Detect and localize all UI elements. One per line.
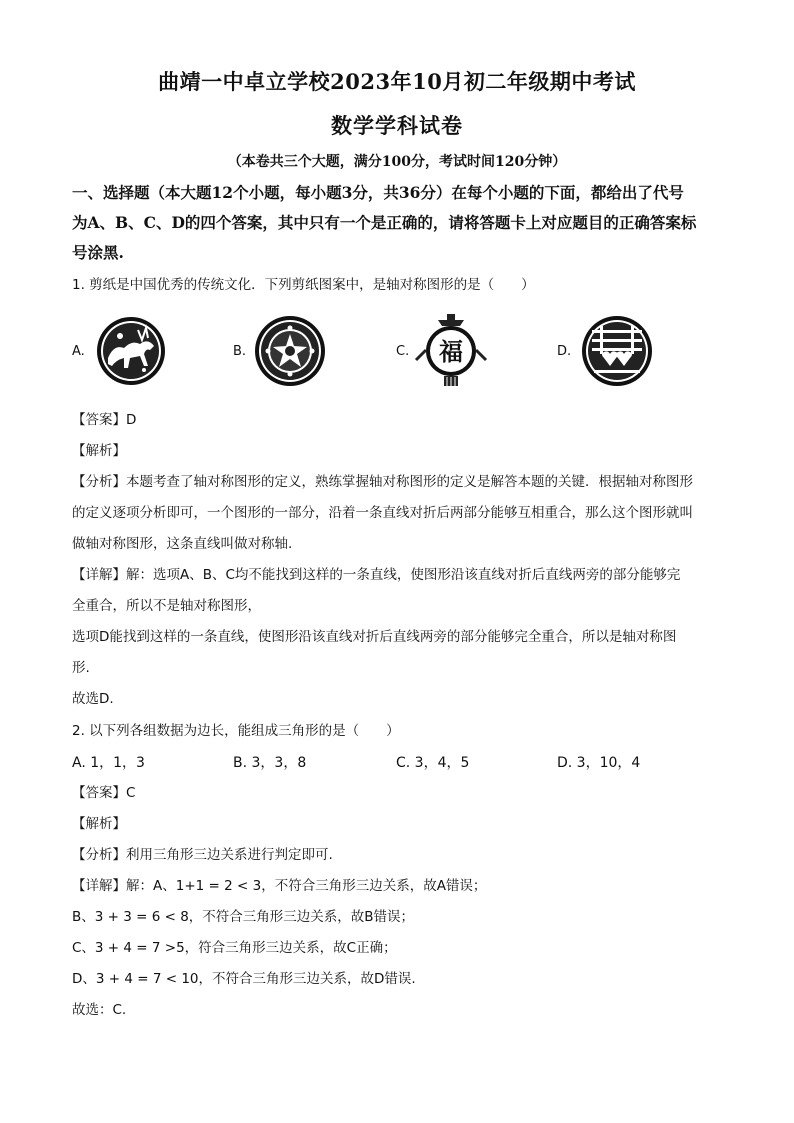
exam-note: （本卷共三个大题，满分100分，考试时间120分钟） [227,154,567,170]
exam-subtitle: 数学学科试卷 [331,113,463,138]
q1-detail-line4: 形. [72,660,90,676]
q2-detail-line3: C、3 + 4 = 7 >5，符合三角形三边关系，故C正确； [72,940,397,956]
q1-fenxi-line2: 的定义逐项分析即可，一个图形的一部分，沿着一条直线对折后两部分能够互相重合，那么这个图形就叫 [72,505,693,521]
q1-analysis-heading: 【解析】 [72,443,126,459]
q2-fenxi: 【分析】利用三角形三边关系进行判定即可. [72,847,333,863]
q2-option-d: D. 3，10，4 [557,755,641,771]
q1-option-a-label: A. [72,344,85,359]
q1-fenxi-line1: 【分析】本题考查了轴对称图形的定义，熟练掌握轴对称图形的定义是解答本题的关键．根据轴对称图形 [72,474,693,490]
q2-detail-line1: 【详解】解：A、1+1 = 2 < 3，不符合三角形三边关系，故A错误； [72,878,487,894]
q2-option-a: A. 1，1，3 [72,755,145,771]
q1-answer: 【答案】D [72,412,137,428]
q1-detail-line2: 全重合，所以不是轴对称图形， [72,598,261,614]
q2-choose: 故选：C. [72,1002,127,1018]
papercut-b-image [253,314,327,388]
papercut-a-image [94,314,168,388]
q2-detail-line2: B、3 + 3 = 6 < 8，不符合三角形三边关系，故B错误； [72,909,415,925]
q2-answer: 【答案】C [72,785,136,801]
section-intro-line3: 号涂黑. [72,243,124,262]
q1-detail-line3: 选项D能找到这样的一条直线，使图形沿该直线对折后直线两旁的部分能够完全重合，所以是轴对称图 [72,629,677,645]
q2-analysis-heading: 【解析】 [72,816,126,832]
papercut-d-image [580,314,654,388]
section-intro-line1: 一、选择题（本大题12个小题，每小题3分，共36分）在每个小题的下面，都给出了代号 [72,183,684,202]
q1-question: 1. 剪纸是中国优秀的传统文化．下列剪纸图案中，是轴对称图形的是（ ） [72,277,535,293]
q2-option-c: C. 3，4，5 [396,755,470,771]
exam-title: 曲靖一中卓立学校2023年10月初二年级期中考试 [158,69,636,94]
q1-detail-line1: 【详解】解：选项A、B、C均不能找到这样的一条直线，使图形沿该直线对折后直线两旁的部分能够完 [72,567,681,583]
q1-option-b-label: B. [233,344,247,359]
section-intro-line2: 为A、B、C、D的四个答案，其中只有一个是正确的，请将答题卡上对应题目的正确答案标 [72,213,697,232]
q1-fenxi-line3: 做轴对称图形，这条直线叫做对称轴. [72,536,293,552]
q2-detail-line4: D、3 + 4 = 7 < 10，不符合三角形三边关系，故D错误. [72,971,416,987]
q2-question: 2. 以下列各组数据为边长，能组成三角形的是（ ） [72,723,400,739]
q1-option-d-label: D. [557,344,572,359]
q1-choose: 故选D. [72,691,114,707]
papercut-c-image [414,314,488,388]
q1-option-c-label: C. [396,344,410,359]
q2-option-b: B. 3，3，8 [233,755,307,771]
svg-text:福: 福 [439,338,463,366]
